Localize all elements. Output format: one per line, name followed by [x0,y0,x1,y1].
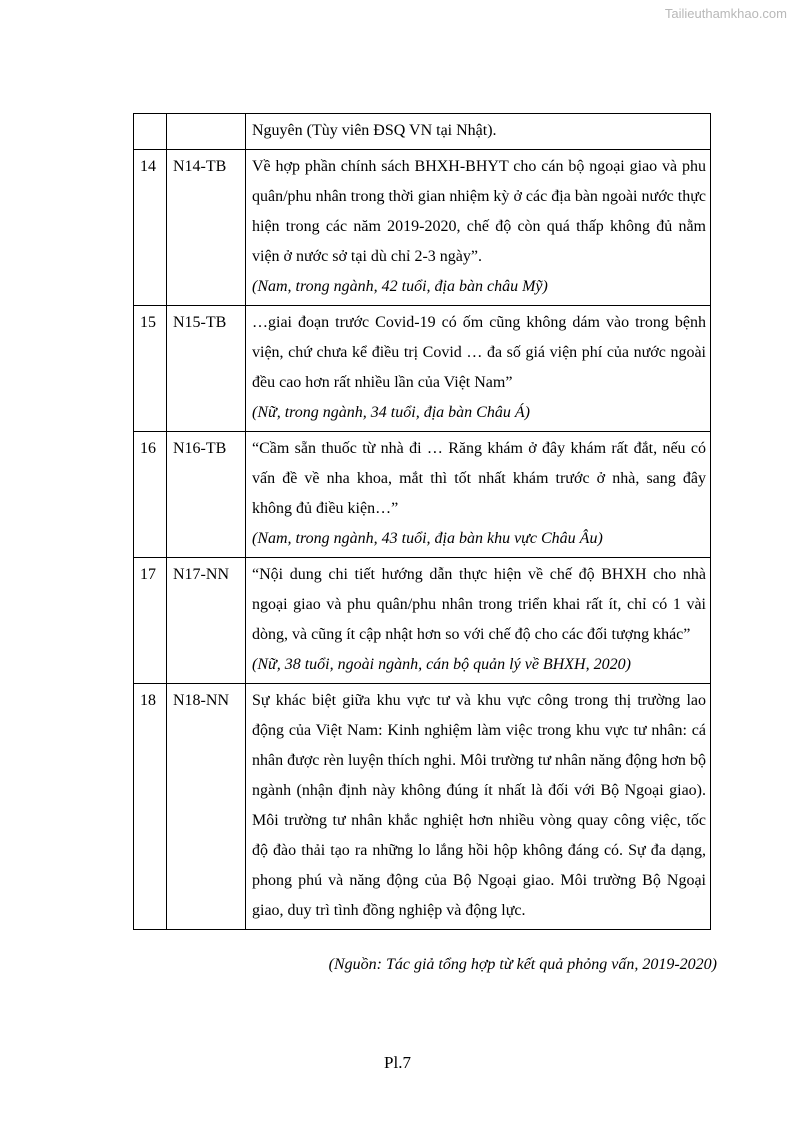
table-row [134,558,711,684]
interview-content [246,150,711,306]
row-number [134,114,167,150]
interviewee-code: N16-TB [167,432,246,558]
interviewee-profile: (Nam, trong ngành, 43 tuổi, địa bàn khu vực Châu Âu) [252,530,603,547]
interview-quote: “Cầm sẵn thuốc từ nhà đi … Răng khám ở đây khám rất đắt, nếu có vấn đề về nha khoa, mắt thì tốt nhất khám trước ở nhà, sang đây không đủ điều kiện…” [252,440,706,517]
interview-quote: Nguyên (Tùy viên ĐSQ VN tại Nhật). [252,122,497,139]
table-row [134,150,711,306]
interview-content [246,306,711,432]
interview-table-body [134,114,711,930]
table-row [134,432,711,558]
interviewee-code: N18-NN [167,684,246,930]
interview-content [246,432,711,558]
row-number: 18 [134,684,167,930]
row-number: 14 [134,150,167,306]
page-number: Pl.7 [384,1053,411,1072]
interviewee-code: N15-TB [167,306,246,432]
interviewee-profile: (Nữ, trong ngành, 34 tuổi, địa bàn Châu Á) [252,404,530,421]
row-number: 15 [134,306,167,432]
interviewee-code [167,114,246,150]
table-row [134,684,711,930]
table-row [134,114,711,150]
row-number: 17 [134,558,167,684]
watermark: Tailieuthamkhao.com [664,6,787,21]
row-number: 16 [134,432,167,558]
source-note: (Nguồn: Tác giả tổng hợp từ kết quả phỏng vấn, 2019-2020) [328,956,717,973]
interview-content [246,684,711,930]
table-row [134,306,711,432]
interview-content [246,114,711,150]
interview-quote: Về hợp phần chính sách BHXH-BHYT cho cán bộ ngoại giao và phu quân/phu nhân trong thời gian nhiệm kỳ ở các địa bàn ngoài nước thực hiện trong các năm 2019-2020, chế độ còn quá thấp không đủ nằm viện ở nước sở tại dù chỉ 2-3 ngày”. [252,158,706,265]
interviewee-profile: (Nữ, 38 tuổi, ngoài ngành, cán bộ quản lý về BHXH, 2020) [252,656,631,673]
interview-quote: “Nội dung chi tiết hướng dẫn thực hiện về chế độ BHXH cho nhà ngoại giao và phu quân/phu nhân trong triển khai rất ít, chỉ có 1 vài dòng, và cũng ít cập nhật hơn so với chế độ cho các đối tượng khác” [252,566,706,643]
interviewee-code: N17-NN [167,558,246,684]
interviewee-profile: (Nam, trong ngành, 42 tuổi, địa bàn châu Mỹ) [252,278,548,295]
interview-table [133,113,711,930]
interview-quote: Sự khác biệt giữa khu vực tư và khu vực công trong thị trường lao động của Việt Nam: Kinh nghiệm làm việc trong khu vực tư nhân: cá nhân được rèn luyện thích nghi. Môi trường tư nhân năng động hơn bộ ngành (nhận định này không đúng ít nhất là đối với Bộ Ngoại giao). Môi trường tư nhân khắc nghiệt hơn nhiều vòng quay công việc, tốc độ đào thải tạo ra những lo lắng hồi hộp không đáng có. Sự đa dạng, phong phú và năng động của Bộ Ngoại giao. Môi trường Bộ Ngoại giao, duy trì tình đồng nghiệp và động lực. [252,692,706,919]
interview-quote: …giai đoạn trước Covid-19 có ốm cũng không dám vào trong bệnh viện, chứ chưa kể điều trị Covid … đa số giá viện phí của nước ngoài đều cao hơn rất nhiều lần của Việt Nam” [252,314,706,391]
interview-content [246,558,711,684]
interviewee-code: N14-TB [167,150,246,306]
